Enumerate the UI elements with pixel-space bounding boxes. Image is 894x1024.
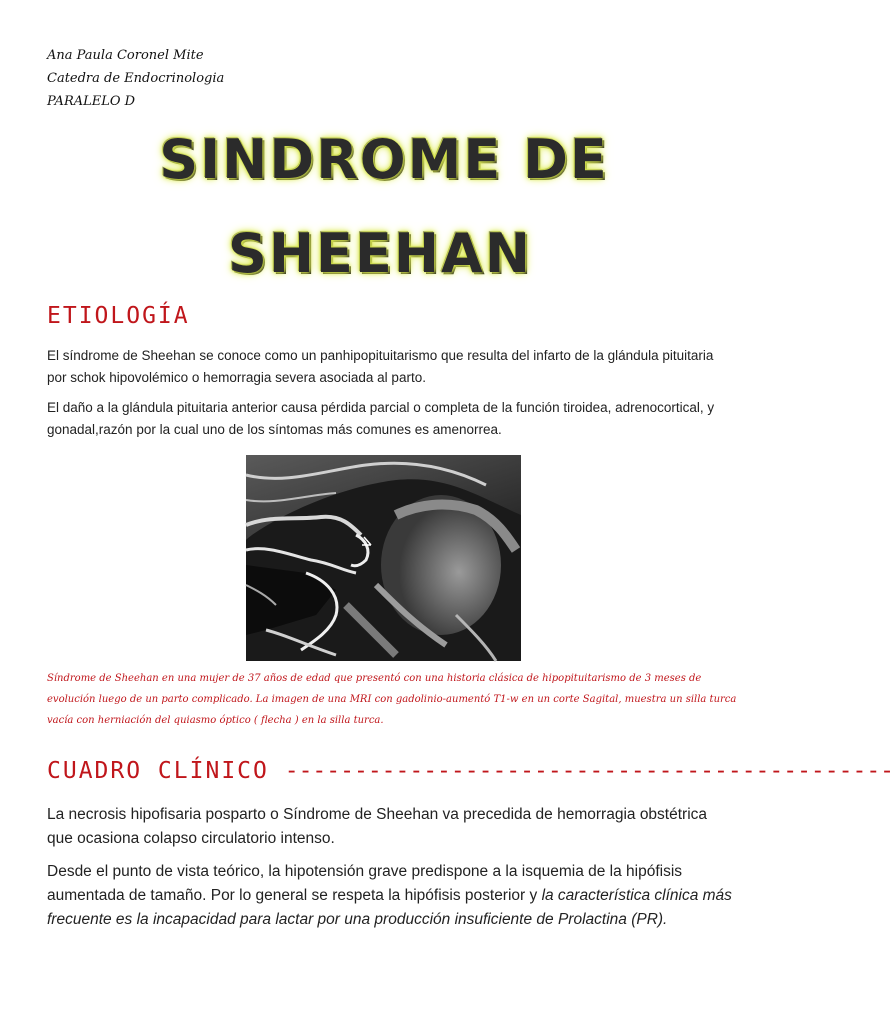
etiologia-paragraph-2: El daño a la glándula pituitaria anterior causa pérdida parcial o completa de la función tiroidea, adrenocortical, y gonadal,razón por la cual uno de los síntomas más comunes es amenorrea. (47, 400, 715, 437)
cuadro-clinico-heading (47, 758, 894, 784)
page-title-line-1: SINDROME DE (159, 128, 609, 191)
cuadro-paragraph-1: La necrosis hipofisaria posparto o Síndrome de Sheehan va precedida de hemorragia obstétrica que ocasiona colapso circulatorio intenso. (47, 806, 708, 847)
cuadro-paragraph-2-italic: la característica clínica más frecuente es la incapacidad para lactar por una producción insuficiente de Prolactina (PR). (47, 887, 732, 928)
cuadro-paragraph-2 (47, 860, 737, 932)
author-header (47, 44, 224, 113)
page-title-line-2: SHEEHAN (227, 222, 533, 285)
mri-sagittal-image (246, 455, 521, 661)
heading-dash-divider: -------------------------------------------- (284, 758, 894, 784)
author-name: Ana Paula Coronel Mite (47, 48, 204, 63)
etiologia-paragraph-1: El síndrome de Sheehan se conoce como un panhipopituitarismo que resulta del infarto de la glándula pituitaria por schok hipovolémico o hemorragia severa asociada al parto. (47, 348, 714, 385)
etiologia-heading: ETIOLOGÍA (47, 303, 190, 329)
figure-caption: Síndrome de Sheehan en una mujer de 37 años de edad que presentó con una historia clásica de hipopituitarismo de 3 meses de evolución luego de un parto complicado. La imagen de una MRI con gadolinio-aumentó T1-w en un corte Sagital, muestra un silla turca vacía con herniación del quiasmo óptico ( flecha ) en la silla turca. (47, 673, 737, 726)
cuadro-paragraph-2-text: Desde el punto de vista teórico, la hipotensión grave predispone a la isquemia de la hipófisis aumentada de tamaño. Por lo general se respeta la hipófisis posterior y (47, 863, 683, 904)
group-name: PARALELO D (47, 94, 136, 109)
chair-name: Catedra de Endocrinologia (47, 71, 225, 86)
cuadro-clinico-heading-text: CUADRO CLÍNICO (47, 758, 269, 784)
